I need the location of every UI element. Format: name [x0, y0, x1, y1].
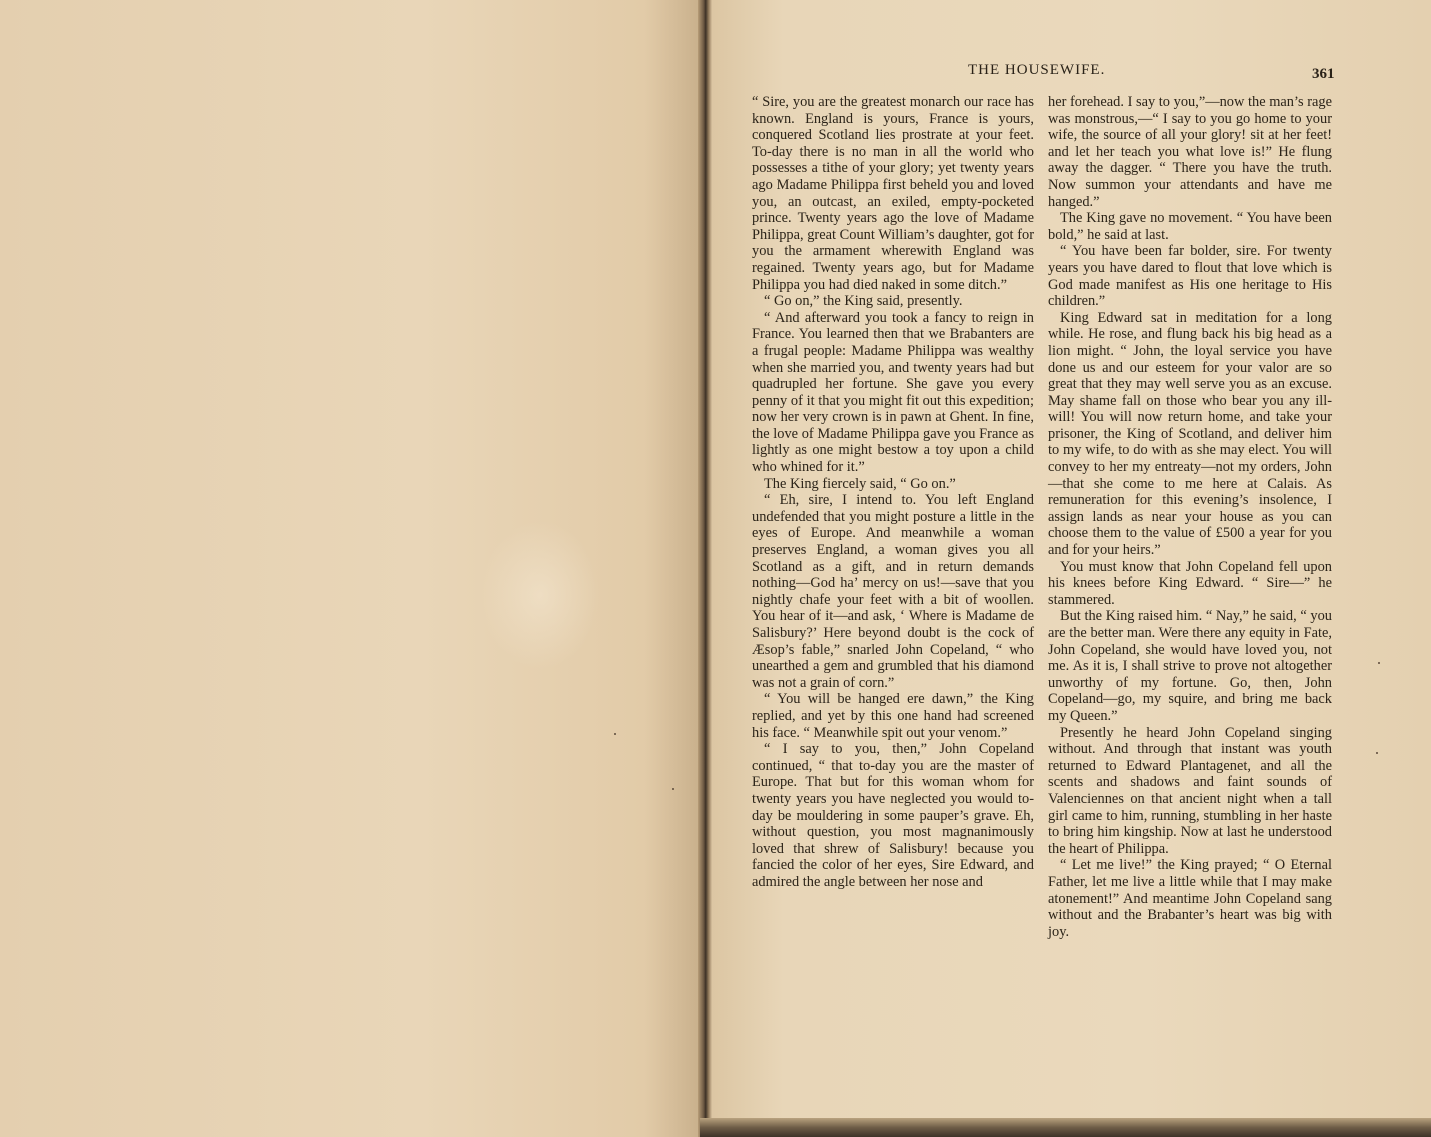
page-bottom-edge: [700, 1118, 1431, 1137]
left-blank-page: [0, 0, 700, 1137]
paragraph: You must know that John Copeland fell upon his knees before King Edward. “ Sire—” he stammered.: [1048, 558, 1332, 608]
paragraph: King Edward sat in meditation for a long while. He rose, and flung back his big head as a lion might. “ John, the loyal service you have done us and our esteem for your valor are so great that they may well serve you as an excuse. May shame fall on those who bear you any ill-will! You will now return home, and take your prisoner, the King of Scotland, and deliver him to my wife, to do with as she may elect. You will convey to her my entreaty—not my orders, John—that she come to me here at Calais. As remuneration for this evening’s insolence, I assign lands as near your house as you can choose them to the value of £500 a year for you and for your heirs.”: [1048, 309, 1332, 559]
paragraph: The King gave no movement. “ You have been bold,” he said at last.: [1048, 210, 1332, 243]
text-column-right: [1048, 94, 1332, 940]
text-column-left: [752, 94, 1034, 891]
paragraph: “ You have been far bolder, sire. For twenty years you have dared to flout that love which is God made manifest as His one heritage to His children.”: [1048, 243, 1332, 310]
paper-speck: [1376, 752, 1378, 754]
page-number: 361: [1312, 66, 1335, 82]
paper-stain: [480, 520, 600, 670]
paragraph: her forehead. I say to you,”—now the man’s rage was monstrous,—“ I say to you go home to your wife, the source of all your glory! sit at her feet! and let her teach you what love is!” He flung away the dagger. “ There you have the truth. Now summon your attendants and have me hanged.”: [1048, 94, 1332, 210]
book-gutter: [698, 0, 712, 1137]
paragraph: “ And afterward you took a fancy to reign in France. You learned then that we Brabanters are a frugal people: Madame Philippa was wealthy when she married you, and twenty years had but quadrupled her fortune. She gave you every penny of it that you might fit out this expedition; now her very crown is in pawn at Ghent. In fine, the love of Madame Philippa gave you France as lightly as one might bestow a toy upon a child who whined for it.”: [752, 309, 1034, 476]
paragraph: “ Go on,” the King said, presently.: [764, 293, 963, 310]
paragraph: “ Sire, you are the greatest monarch our race has known. England is yours, France is yours, conquered Scotland lies prostrate at your feet. To-day there is no man in all the world who possesses a tithe of your glory; yet twenty years ago Madame Philippa first beheld you and loved you, an outcast, an exiled, empty-pocketed prince. Twenty years ago the love of Madame Philippa, great Count William’s daughter, got for you the armament wherewith England was regained. Twenty years ago, but for Madame Philippa you had died naked in some ditch.”: [752, 94, 1034, 293]
running-title: THE HOUSEWIFE.: [968, 62, 1106, 78]
paragraph: Presently he heard John Copeland singing without. And through that instant was youth returned to Edward Plantagenet, and all the scents and shadows and faint sounds of Valenciennes on that ancient night when a tall girl came to him, running, stumbling in her haste to bring him kingship. Now at last he understood the heart of Philippa.: [1048, 724, 1332, 857]
paragraph: “ I say to you, then,” John Copeland continued, “ that to-day you are the master of Europe. That but for this woman whom for twenty years you have neglected you would to-day be mouldering in some pauper’s grave. Eh, without question, you most magnanimously loved that shrew of Salisbury! because you fancied the color of her eyes, Sire Edward, and admired the angle between her nose and: [752, 741, 1034, 890]
paragraph: The King fiercely said, “ Go on.”: [764, 475, 956, 492]
paragraph: “ Eh, sire, I intend to. You left England undefended that you might posture a little in the eyes of Europe. And meanwhile a woman preserves England, a woman gives you all Scotland as a gift, and in return demands nothing—God ha’ mercy on us!—save that you nightly chafe your feet with a bit of woollen. You hear of it—and ask, ‘ Where is Madame de Salisbury?’ Here beyond doubt is the cock of Æsop’s fable,” snarled John Copeland, “ who unearthed a gem and grumbled that his diamond was not a grain of corn.”: [752, 492, 1034, 691]
paper-speck: [614, 733, 616, 735]
paragraph: “ You will be hanged ere dawn,” the King replied, and yet by this one hand had screened his face. “ Meanwhile spit out your venom.”: [752, 691, 1034, 741]
paper-speck: [1378, 662, 1380, 664]
paragraph: But the King raised him. “ Nay,” he said, “ you are the better man. Were there any equity in Fate, John Copeland, she would have loved you, not me. As it is, I shall strive to prove not altogether unworthy of my fortune. Go, then, John Copeland—go, my squire, and bring me back my Queen.”: [1048, 608, 1332, 724]
paragraph: “ Let me live!” the King prayed; “ O Eternal Father, let me live a little while that I may make atonement!” And meantime John Copeland sang without and the Brabanter’s heart was big with joy.: [1048, 857, 1332, 940]
paper-speck: [672, 788, 674, 790]
